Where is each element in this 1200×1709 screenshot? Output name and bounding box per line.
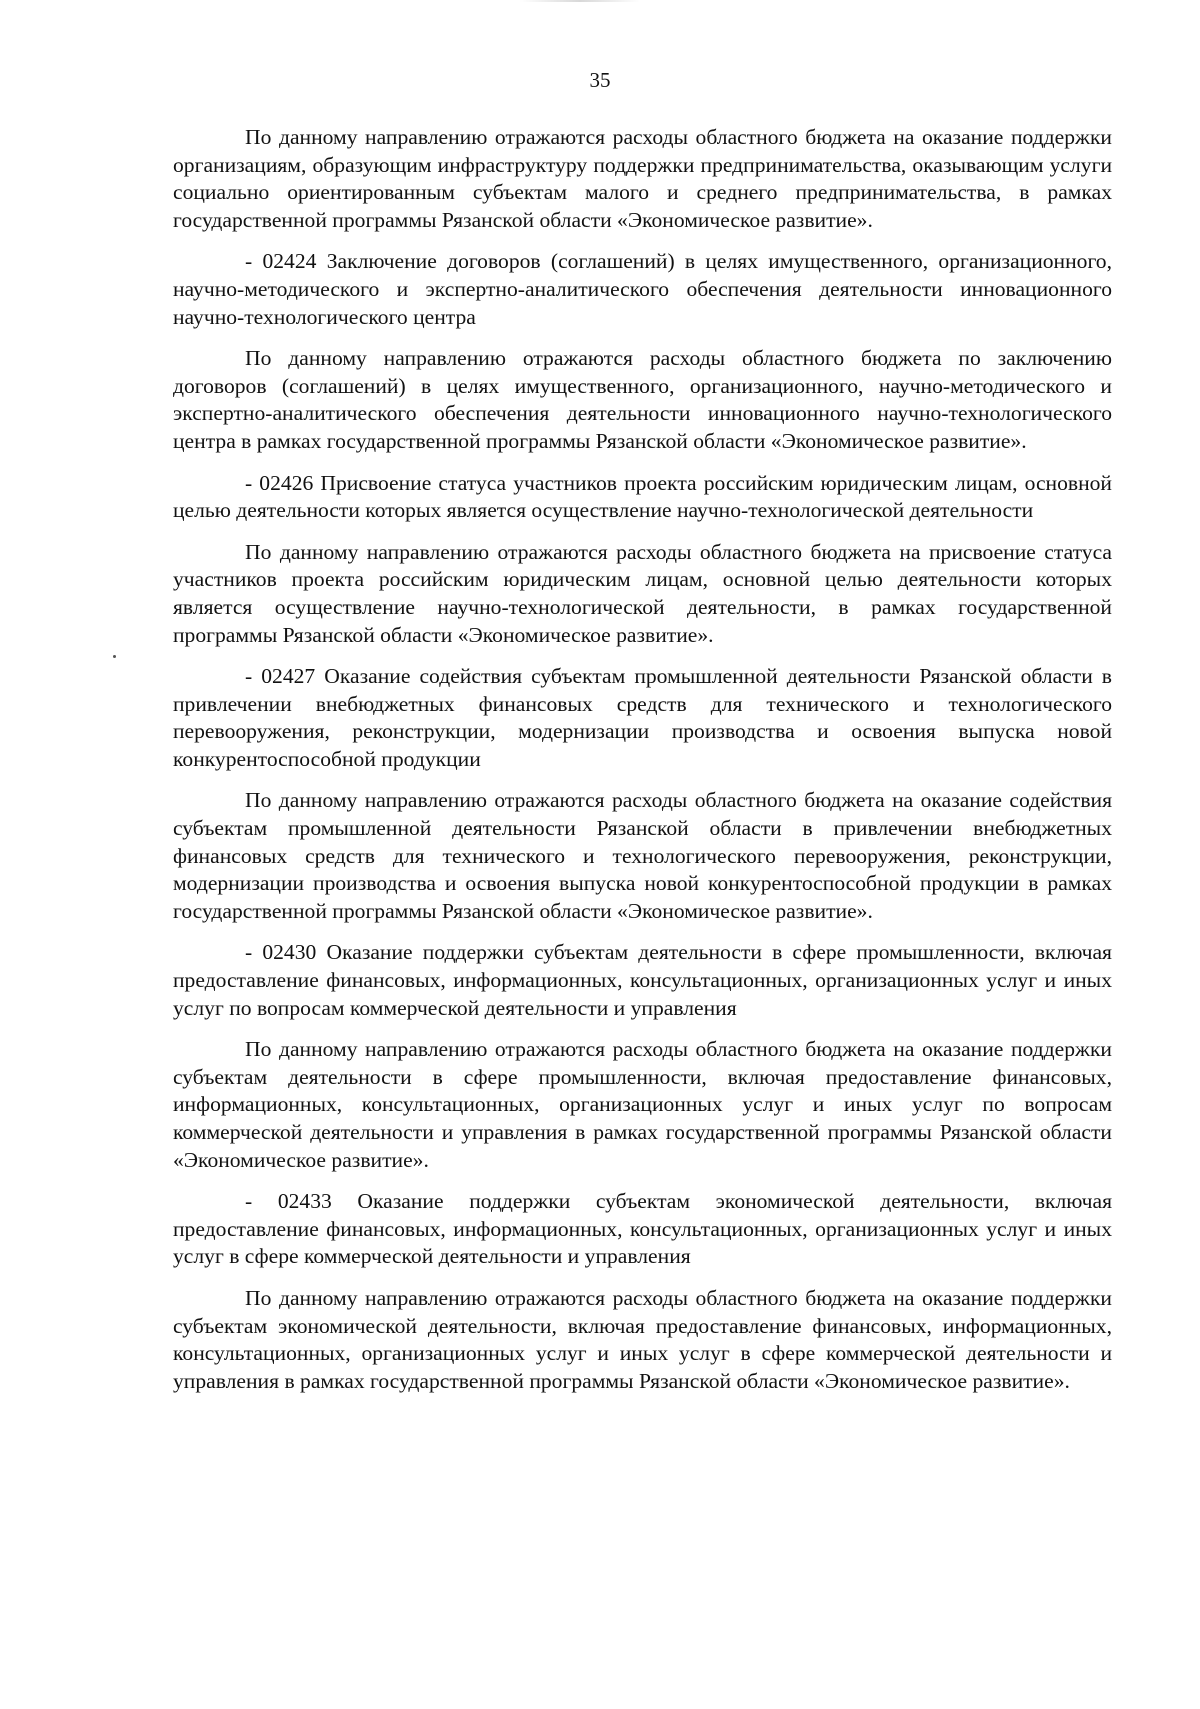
paragraph-description: По данному направлению отражаются расходы областного бюджета на оказание поддержки субъектам экономической деятельности, включая предоставление финансовых, информационных, консультационных, организационных услуг и иных услуг в сфере коммерческой деятельности и управления в рамках государственной программы Рязанской области «Экономическое развитие». [173,1285,1112,1393]
paragraph-description: По данному направлению отражаются расходы областного бюджета на оказание содействия субъектам промышленной деятельности Рязанской области в привлечении внебюджетных финансовых средств для технического и технологического перевооружения, реконструкции, модернизации производства и освоения выпуска новой конкурентоспособной продукции в рамках государственной программы Рязанской области «Экономическое развитие». [173,788,1112,923]
paragraph-description: По данному направлению отражаются расходы областного бюджета на оказание поддержки организациям, образующим инфраструктуру поддержки предпринимательства, оказывающим услуги социально ориентированным субъектам малого и среднего предпринимательства, в рамках государственной программы Рязанской области «Экономическое развитие». [173,125,1112,232]
paragraph-description: По данному направлению отражаются расходы областного бюджета по заключению договоров (соглашений) в целях имущественного, организационного, научно-методического и экспертно-аналитического обеспечения деятельности инновационного научно-технологического центра в рамках государственной программы Рязанской области «Экономическое развитие». [173,346,1112,453]
paragraph-code-heading: - 02433 Оказание поддержки субъектам экономической деятельности, включая предоставление финансовых, информационных, консультационных, организационных услуг и иных услуг в сфере коммерческой деятельности и управления [173,1189,1112,1269]
document-body [173,124,1112,1409]
paragraph-description: По данному направлению отражаются расходы областного бюджета на присвоение статуса участников проекта российским юридическим лицам, основной целью деятельности которых является осуществление научно-технологической деятельности, в рамках государственной программы Рязанской области «Экономическое развитие». [173,539,1112,647]
scan-artifact [520,0,640,2]
paragraph-code-heading: - 02430 Оказание поддержки субъектам деятельности в сфере промышленности, включая предоставление финансовых, информационных, консультационных, организационных услуг и иных услуг по вопросам коммерческой деятельности и управления [173,940,1112,1020]
paragraph-code-heading: - 02424 Заключение договоров (соглашений) в целях имущественного, организационного, научно-методического и экспертно-аналитического обеспечения деятельности инновационного научно-технологического центра [173,249,1112,329]
paragraph-description: По данному направлению отражаются расходы областного бюджета на оказание поддержки субъектам деятельности в сфере промышленности, включая предоставление финансовых, информационных, консультационных, организационных услуг и иных услуг по вопросам коммерческой деятельности и управления в рамках государственной программы Рязанской области «Экономическое развитие». [173,1037,1112,1172]
scan-speck [113,655,116,658]
paragraph-code-heading: - 02426 Присвоение статуса участников проекта российским юридическим лицам, основной целью деятельности которых является осуществление научно-технологической деятельности [173,470,1112,523]
page-number: 35 [589,68,611,92]
paragraph-code-heading: - 02427 Оказание содействия субъектам промышленной деятельности Рязанской области в привлечении внебюджетных финансовых средств для технического и технологического перевооружения, реконструкции, модернизации производства и освоения выпуска новой конкурентоспособной продукции [173,664,1112,771]
